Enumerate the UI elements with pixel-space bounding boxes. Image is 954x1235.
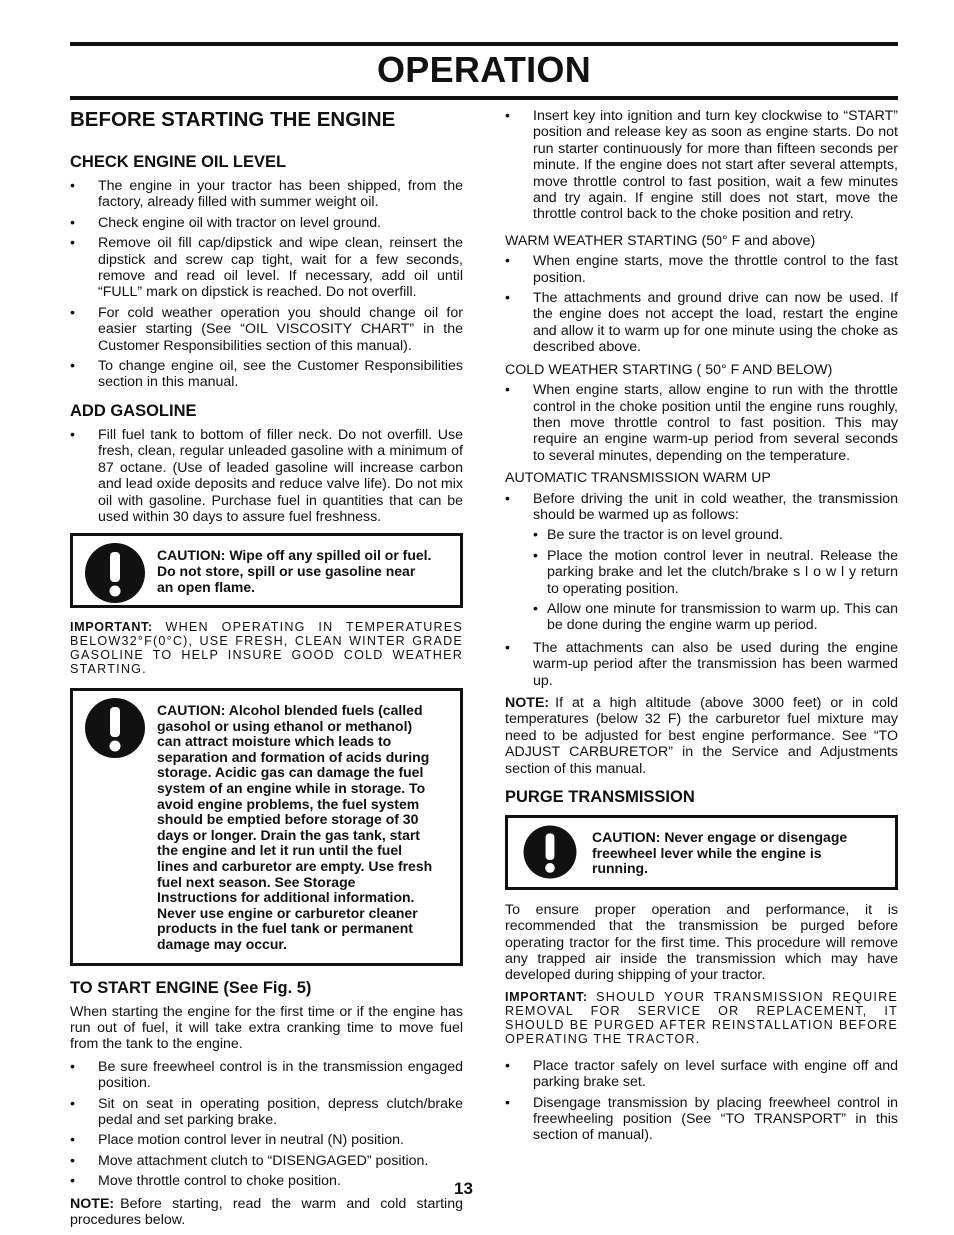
note-label: NOTE:: [70, 1195, 115, 1212]
important-text: SHOULD YOUR TRANSMISSION REQUIRE REMOVAL FOR SERVICE OR REPLACEMENT, IT SHOULD BE PURGED AFTER REINSTALLATION BEFORE OPERATING THE TRACTOR.: [505, 989, 898, 1046]
important-notice: [505, 990, 898, 1046]
list-item: • Place tractor safely on level surface with engine off and parking brake set.: [505, 1058, 898, 1091]
list-item: • Be sure freewheel control is in the transmission engaged position.: [70, 1059, 463, 1092]
warm-weather-label: WARM WEATHER STARTING (50° F and above): [505, 232, 816, 249]
subheading-check-oil: CHECK ENGINE OIL LEVEL: [70, 153, 287, 171]
list-item: • The engine in your tractor has been shipped, from the factory, already filled with summer weight oil.: [70, 178, 463, 211]
start-list: [70, 1059, 463, 1190]
list-item: • The attachments can also be used during the engine warm-up period after the transmission has been warmed up.: [505, 640, 898, 689]
note-text: If at a high altitude (above 3000 feet) or in cold temperatures (below 32 F) the carburetor fuel mixture may need to be adjusted for best engine performance. See “TO ADJUST CARBURETOR” in the Service and Adjustments section of this manual.: [505, 695, 898, 777]
list-item-text: Before driving the unit in cold weather, the transmission should be warmed up as follows:: [533, 490, 898, 523]
caution-text: CAUTION: Never engage or disengage freewheel lever while the engine is running.: [592, 829, 848, 877]
warm-list: [505, 253, 898, 355]
note-label: NOTE:: [505, 695, 550, 711]
list-item: • Place motion control lever in neutral (N) position.: [70, 1132, 463, 1148]
top-rule: [70, 42, 898, 46]
gas-list: [70, 427, 463, 525]
subheading-purge-transmission: PURGE TRANSMISSION: [505, 788, 695, 807]
important-text: WHEN OPERATING IN TEMPERATURES BELOW32°F(0°C), USE FRESH, CLEAN WINTER GRADE GASOLINE TO HELP INSURE GOOD COLD WEATHER STARTING.: [70, 620, 463, 677]
cold-weather-label: COLD WEATHER STARTING ( 50° F AND BELOW): [505, 361, 833, 378]
caution-box-spill: [70, 533, 463, 608]
list-item: • Move throttle control to choke position.: [70, 1173, 463, 1189]
subheading-add-gasoline: ADD GASOLINE: [70, 401, 197, 420]
right-column: [505, 108, 898, 1150]
caution-box-freewheel: [505, 815, 898, 890]
list-item: • The attachments and ground drive can now be used. If the engine does not accept the load, restart the engine and allow it to warm up for one minute using the choke as described above.: [505, 290, 898, 356]
note-text: Before starting, read the warm and cold starting procedures below.: [70, 1195, 463, 1229]
list-item: [505, 491, 898, 634]
caution-text: CAUTION: Alcohol blended fuels (called gasohol or using ethanol or methanol) can attract moisture which leads to separation and formation of acids during storage. Acidic gas can damage the fuel system of an engine while in storage. To avoid engine problems, the fuel system should be emptied before storage of 30 days or longer. Drain the gas tank, start the engine and let it run until the fuel lines and carburetor are empty. Use fresh fuel next season. See Storage Instructions for additional information. Never use engine or carburetor cleaner products in the fuel tank or permanent damage may occur.: [157, 702, 433, 952]
important-label: IMPORTANT:: [70, 620, 153, 635]
left-column: [70, 108, 463, 1234]
auto-sub-list: [533, 527, 898, 633]
important-label: IMPORTANT:: [505, 989, 588, 1004]
key-list: [505, 108, 898, 223]
list-item: • For cold weather operation you should change oil for easier starting (See “OIL VISCOSITY CHART” in the Customer Responsibilities section of this manual).: [70, 305, 463, 354]
list-item: • Check engine oil with tractor on level ground.: [70, 215, 463, 231]
warning-exclamation-icon: [73, 691, 157, 759]
list-item: • Move attachment clutch to “DISENGAGED” position.: [70, 1153, 463, 1169]
cold-list: [505, 382, 898, 464]
list-item: • To change engine oil, see the Customer Responsibilities section in this manual.: [70, 358, 463, 391]
caution-box-alcohol-fuels: [70, 688, 463, 966]
list-item: • Disengage transmission by placing freewheel control in freewheeling position (See “TO TRANSPORT” in this section of manual).: [505, 1095, 898, 1144]
page-number: 13: [454, 1179, 473, 1198]
purge-list: [505, 1058, 898, 1144]
purge-intro: To ensure proper operation and performance, it is recommended that the transmission be purged before operating tractor for the first time. This procedure will remove any trapped air inside the transmission which may have developed during shipping of your tractor.: [505, 901, 898, 984]
auto-list: [505, 491, 898, 689]
list-item: • When engine starts, allow engine to run with the throttle control in the choke position until the engine runs roughly, then move throttle control to fast position. This may require an engine warm-up period from several seconds to several minutes, depending on the temperature.: [505, 382, 898, 464]
caution-text: CAUTION: Wipe off any spilled oil or fuel. Do not store, spill or use gasoline near an open flame.: [157, 547, 432, 595]
sub-list-item: • Allow one minute for transmission to warm up. This can be done during the engine warm up period.: [533, 601, 898, 634]
list-item: • Sit on seat in operating position, depress clutch/brake pedal and set parking brake.: [70, 1096, 463, 1129]
important-notice: [70, 620, 463, 676]
page-title: OPERATION: [376, 49, 592, 90]
warning-exclamation-icon: [73, 536, 157, 604]
section-heading-before-starting: BEFORE STARTING THE ENGINE: [70, 108, 396, 131]
auto-transmission-label: AUTOMATIC TRANSMISSION WARM UP: [505, 470, 771, 487]
list-item: • Fill fuel tank to bottom of filler neck. Do not overfill. Use fresh, clean, regular unleaded gasoline with a minimum of 87 octane. (Use of leaded gasoline will increase carbon and lead oxide deposits and reduce valve life). Do not mix oil with gasoline. Purchase fuel in quantities that can be used within 30 days to assure fuel freshness.: [70, 427, 463, 525]
oil-list: [70, 178, 463, 391]
subheading-to-start-engine: TO START ENGINE (See Fig. 5): [70, 978, 312, 997]
altitude-note: [505, 695, 898, 777]
warning-exclamation-icon: [508, 818, 592, 880]
sub-list-item: • Be sure the tractor is on level ground.: [533, 527, 898, 543]
list-item: • Insert key into ignition and turn key clockwise to “START” position and release key as soon as engine starts. Do not run starter continuously for more than fifteen seconds per minute. If the engine does not start after several attempts, move throttle control to fast position, wait a few minutes and try again. If engine still does not start, move the throttle control back to the choke position and retry.: [505, 108, 898, 223]
start-note: [70, 1196, 463, 1229]
sub-list-item: • Place the motion control lever in neutral. Release the parking brake and let the clutch/brake s l o w l y return to operating position.: [533, 548, 898, 597]
start-intro: When starting the engine for the first time or if the engine has run out of fuel, it will take extra cranking time to move fuel from the tank to the engine.: [70, 1003, 463, 1053]
list-item: • When engine starts, move the throttle control to the fast position.: [505, 253, 898, 286]
list-item: • Remove oil fill cap/dipstick and wipe clean, reinsert the dipstick and screw cap tight, wait for a few seconds, remove and read oil level. If necessary, add oil until “FULL” mark on dipstick is reached. Do not overfill.: [70, 235, 463, 301]
title-rule: [70, 96, 898, 100]
